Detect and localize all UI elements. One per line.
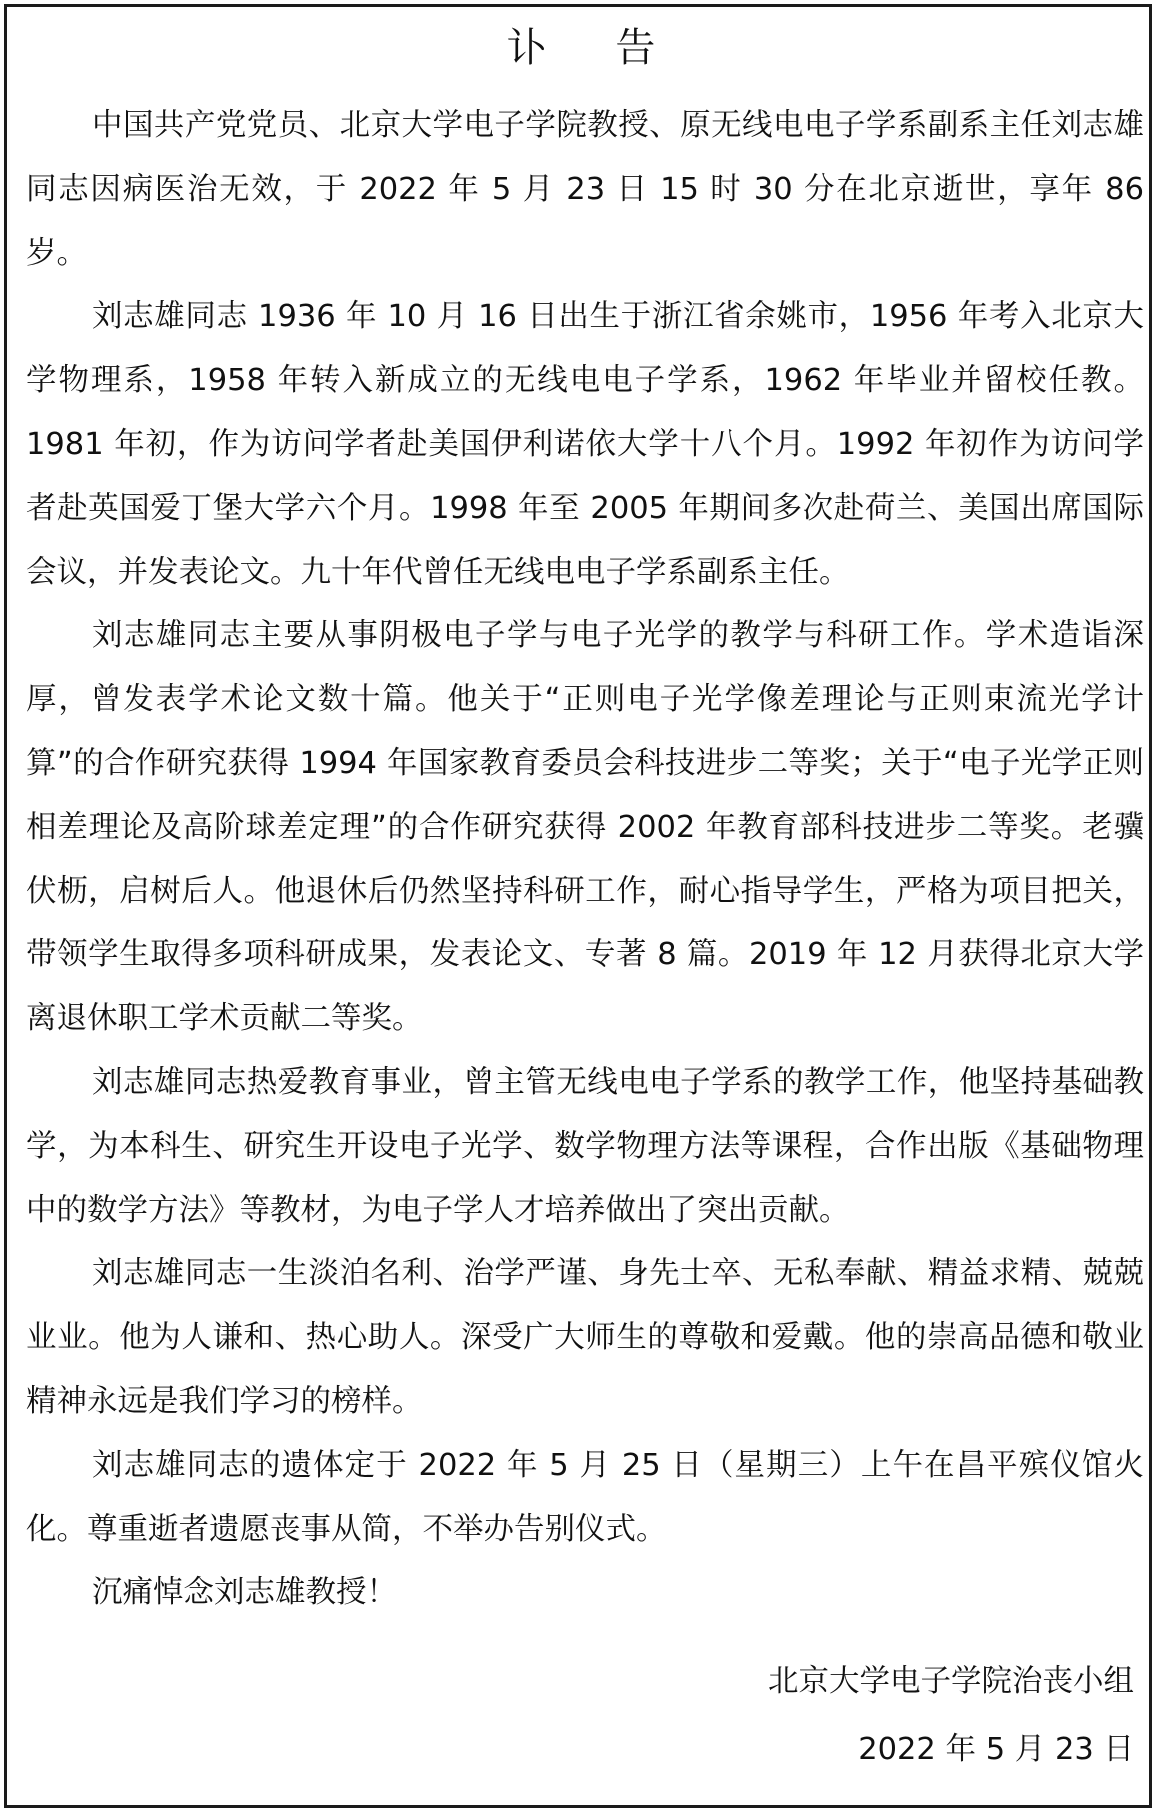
paragraph-announcement: 中国共产党党员、北京大学电子学院教授、原无线电电子学系副系主任刘志雄同志因病医治无效，于 2022 年 5 月 23 日 15 时 30 分在北京逝世，享年 86 岁。 <box>26 108 1144 271</box>
signature-organization: 北京大学电子学院治丧小组 <box>768 1664 1134 1699</box>
signature-date: 2022 年 5 月 23 日 <box>858 1732 1134 1767</box>
paragraph-biography: 刘志雄同志 1936 年 10 月 16 日出生于浙江省余姚市，1956 年考入北京大学物理系，1958 年转入新成立的无线电电子学系，1962 年毕业并留校任教。1981 年初，作为访问学者赴美国伊利诺依大学十八个月。1992 年初作为访问学者赴英国爱丁堡大学六个月。1998 年至 2005 年期间多次赴荷兰、美国出席国际会议，并发表论文。九十年代曾任无线电电子学系副系主任。 <box>26 299 1144 590</box>
document-title: 讣 告 <box>506 25 684 71</box>
obituary-body <box>26 94 1144 1625</box>
paragraph-research: 刘志雄同志主要从事阴极电子学与电子光学的教学与科研工作。学术造诣深厚，曾发表学术论文数十篇。他关于“正则电子光学像差理论与正则束流光学计算”的合作研究获得 1994 年国家教育委员会科技进步二等奖；关于“电子光学正则相差理论及高阶球差定理”的合作研究获得 2002 年教育部科技进步二等奖。老骥伏枥，启树后人。他退休后仍然坚持科研工作，耐心指导学生，严格为项目把关，带领学生取得多项科研成果，发表论文、专著 8 篇。2019 年 12 月获得北京大学离退休职工学术贡献二等奖。 <box>26 618 1144 1037</box>
paragraph-character: 刘志雄同志一生淡泊名利、治学严谨、身先士卒、无私奉献、精益求精、兢兢业业。他为人谦和、热心助人。深受广大师生的尊敬和爱戴。他的崇高品德和敬业精神永远是我们学习的榜样。 <box>26 1256 1144 1419</box>
paragraph-funeral: 刘志雄同志的遗体定于 2022 年 5 月 25 日（星期三）上午在昌平殡仪馆火化。尊重逝者遗愿丧事从简，不举办告别仪式。 <box>26 1447 1144 1547</box>
closing-line: 沉痛悼念刘志雄教授！ <box>92 1575 397 1611</box>
paragraph-teaching: 刘志雄同志热爱教育事业，曾主管无线电电子学系的教学工作，他坚持基础教学，为本科生、研究生开设电子光学、数学物理方法等课程，合作出版《基础物理中的数学方法》等教材，为电子学人才培养做出了突出贡献。 <box>26 1064 1144 1228</box>
